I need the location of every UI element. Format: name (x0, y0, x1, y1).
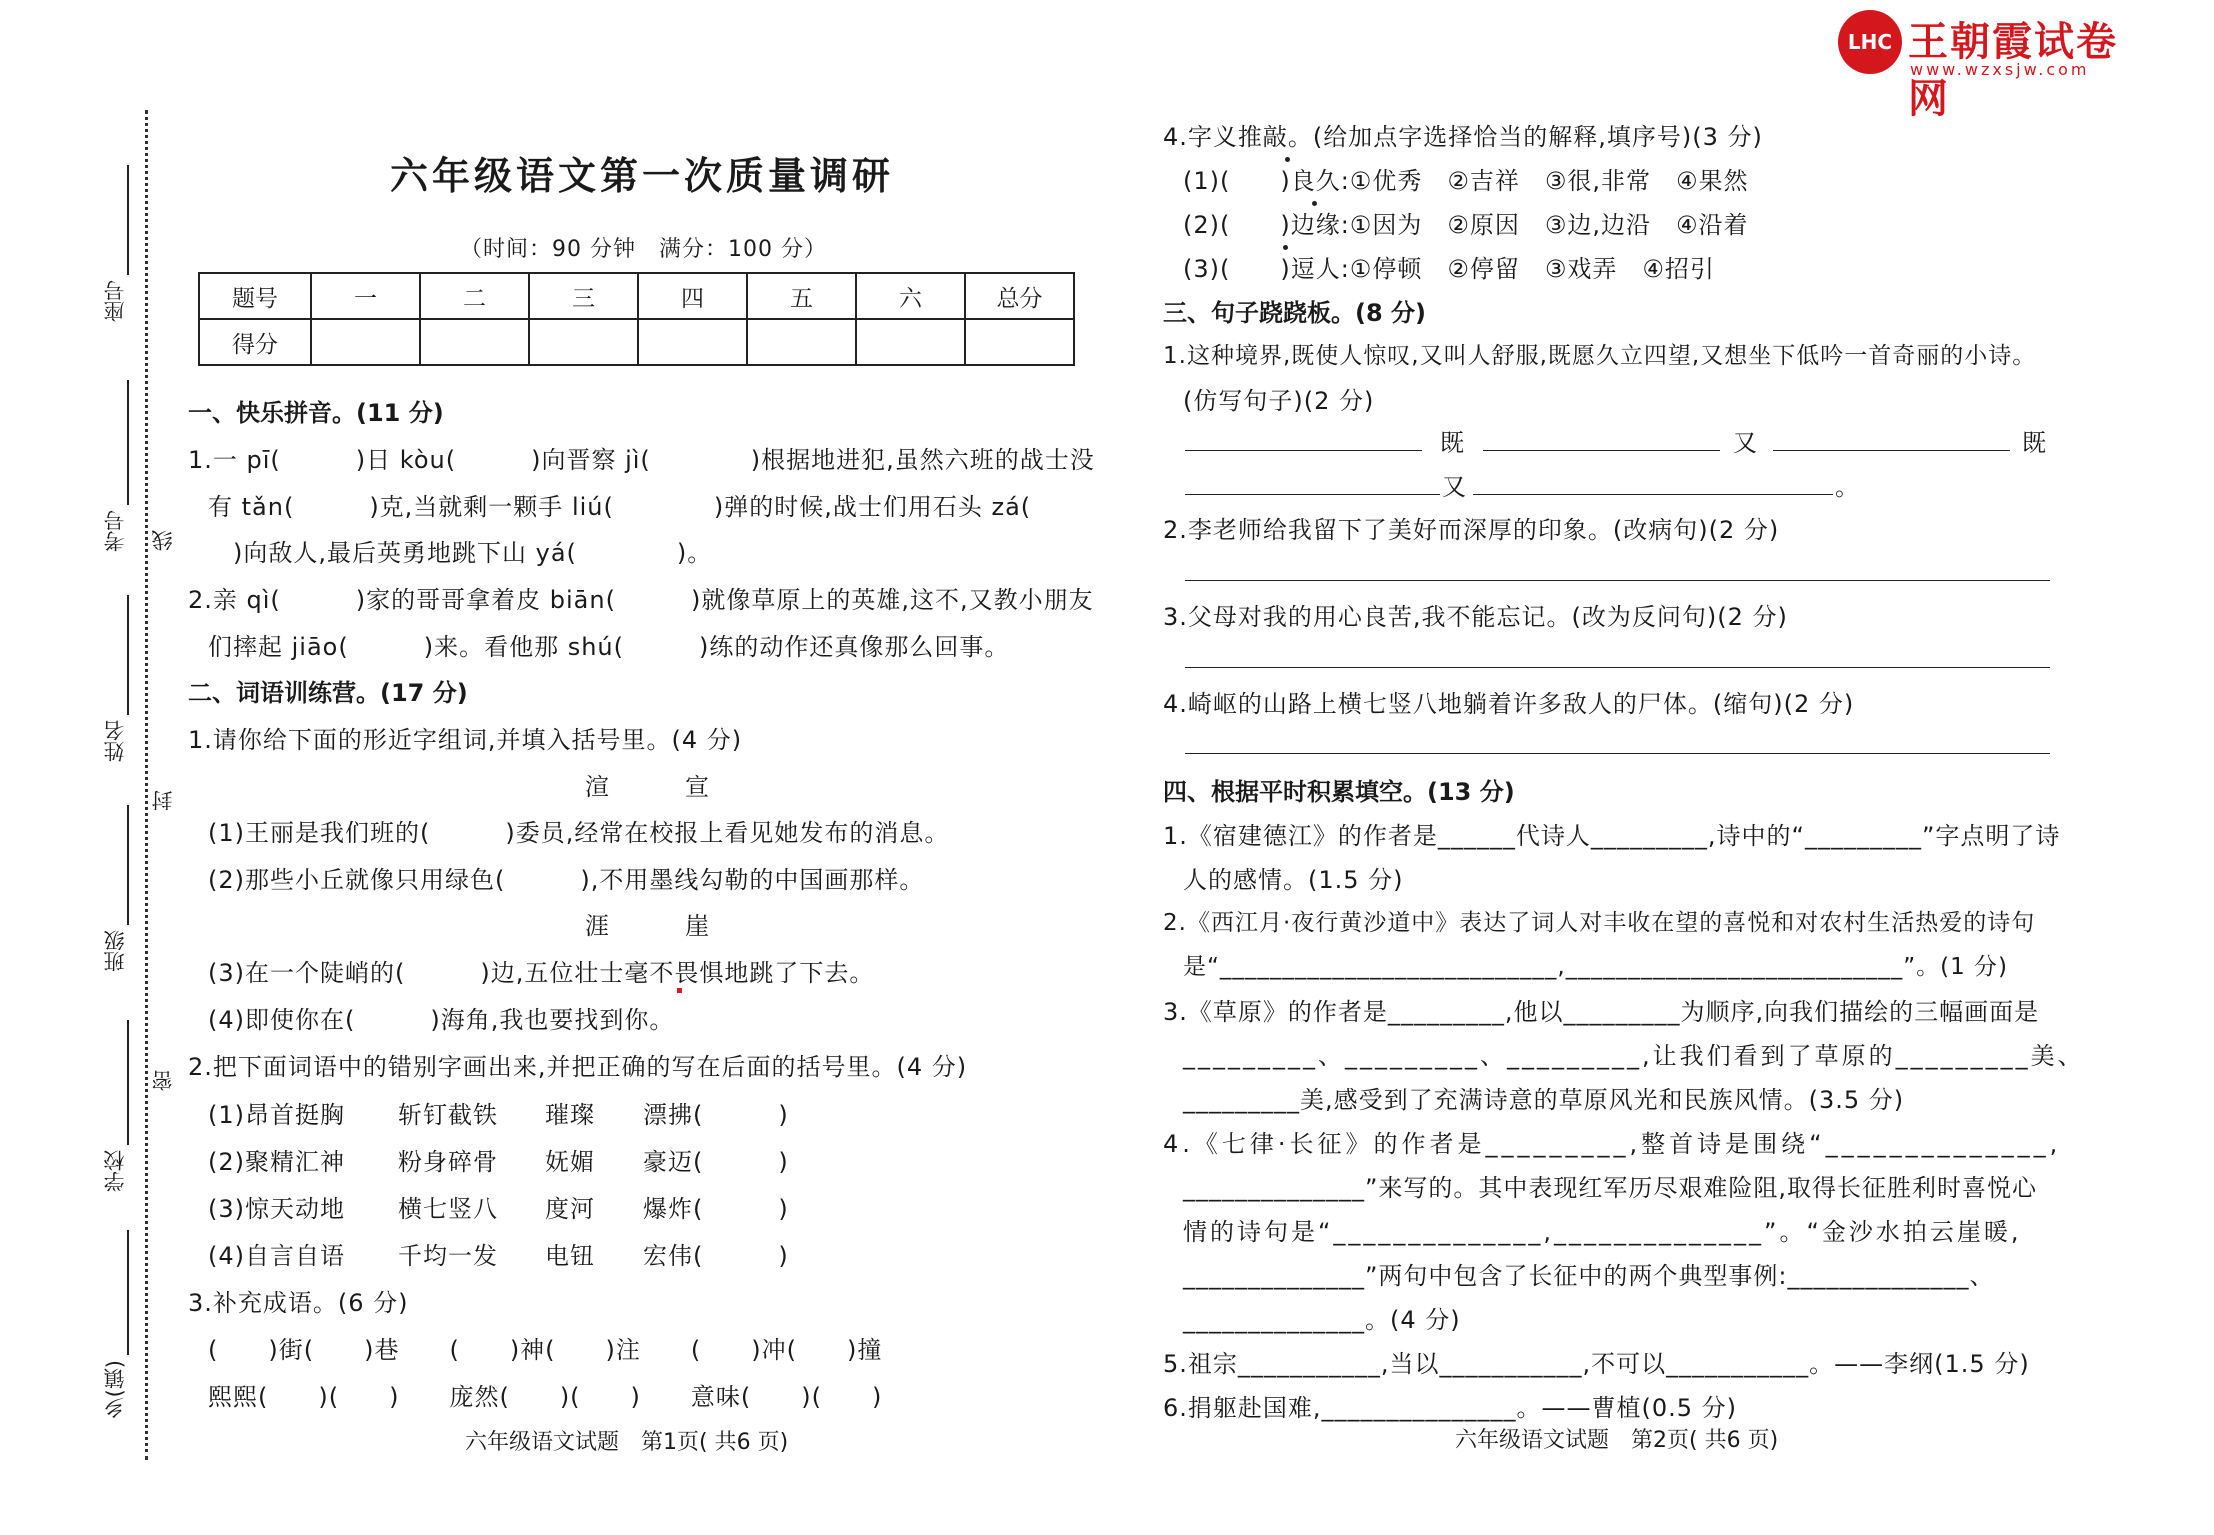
exam-no-line (127, 380, 129, 505)
idiom-line-1: ( )街( )巷 ( )神( )注 ( )冲( )撞 (208, 1336, 883, 1364)
class-label: 班级 (103, 930, 127, 972)
exam-subtitle: （时间：90 分钟 满分：100 分） (460, 237, 827, 262)
question-4-4b: ______________”来写的。其中表现红军历尽艰难险阻,取得长征胜利时喜悦心 (1183, 1174, 2038, 1202)
pinyin-line-1: 1.一 pī( )日 kòu( )向晋察 jì( )根据地进犯,虽然六班的战士没 (188, 446, 1095, 474)
seat-line (127, 165, 129, 275)
answer-line[interactable] (1185, 450, 1422, 451)
exam-no-label: 考号 (103, 510, 127, 552)
question-4-1a: 1.《宿建德江》的作者是______代诗人_________,诗中的“_________”字点明了诗 (1163, 822, 2061, 850)
word-you: 又 (1733, 429, 1758, 457)
emphasis-dot (1312, 201, 1317, 206)
question-3-3: 3.父母对我的用心良苦,我不能忘记。(改为反问句)(2 分) (1163, 603, 1788, 631)
score-input-cell[interactable] (856, 319, 965, 365)
list-item: (4)自言自语 (208, 1242, 345, 1270)
question-2-3: 3.补充成语。(6 分) (188, 1289, 409, 1317)
answer-line[interactable] (1185, 494, 1440, 495)
binding-feng: 封 (151, 790, 175, 811)
name-line (127, 595, 129, 715)
binding-mi: 密 (151, 1070, 175, 1091)
question-2-1-2: (2)那些小丘就像只用绿色( ),不用墨线勾勒的中国画那样。 (208, 866, 925, 894)
table-cell: 二 (420, 273, 529, 319)
site-logo (1838, 10, 2158, 122)
town-line (127, 1230, 129, 1355)
answer-line[interactable] (1185, 580, 2050, 581)
table-cell: 得分 (199, 319, 311, 365)
section-3-heading: 三、句子跷跷板。(8 分) (1163, 299, 1426, 327)
list-item: 千均一发 (398, 1242, 498, 1270)
section-1-heading: 一、快乐拼音。(11 分) (188, 399, 444, 427)
question-3-2: 2.李老师给我留下了美好而深厚的印象。(改病句)(2 分) (1163, 516, 1780, 544)
binding-xian: 线 (151, 530, 175, 551)
pinyin-line-3: )向敌人,最后英勇地跳下山 yá( )。 (233, 539, 713, 567)
question-4-3c: _________美,感受到了充满诗意的草原风光和民族风情。(3.5 分) (1183, 1086, 1905, 1114)
score-input-cell[interactable] (638, 319, 747, 365)
table-cell: 一 (311, 273, 420, 319)
table-cell: 六 (856, 273, 965, 319)
idiom-line-2: 熙熙( )( ) 庞然( )( ) 意味( )( ) (208, 1383, 883, 1411)
class-line (127, 805, 129, 925)
page-footer-1: 六年级语文试题 第1页( 共6 页) (465, 1430, 789, 1455)
emphasis-dot (1285, 157, 1290, 162)
logo-url: www.wzxsjw.com (1910, 60, 2090, 79)
char-pair-1: 渲 宣 (585, 773, 710, 801)
answer-line[interactable] (1773, 450, 2010, 451)
score-input-cell[interactable] (529, 319, 638, 365)
list-item: 度河 (545, 1195, 595, 1223)
emphasis-dot (1283, 245, 1288, 250)
question-3-1: 1.这种境界,既使人惊叹,又叫人舒服,既愿久立四望,又想坐下低吟一首奇丽的小诗。 (1163, 343, 2037, 369)
question-2-4-3: (3)( )逗人:①停顿 ②停留 ③戏弄 ④招引 (1183, 255, 1715, 283)
list-item: (2)聚精汇神 (208, 1148, 345, 1176)
logo-name: 王朝霞试卷网 (1908, 19, 2118, 122)
question-3-1-note: (仿写句子)(2 分) (1183, 387, 1375, 415)
question-4-3b: _________、_________、_________,让我们看到了草原的_________美、 (1183, 1042, 2085, 1070)
question-4-4d: ______________”两句中包含了长征中的两个典型事例:______________、 (1183, 1262, 1995, 1290)
logo-badge-icon: LHC (1838, 10, 1902, 74)
question-4-2b: 是“___________________________,___________________________”。(1 分) (1183, 954, 2009, 980)
question-4-5: 5.祖宗___________,当以___________,不可以___________。——李纲(1.5 分) (1163, 1350, 2030, 1378)
question-2-1-3: (3)在一个陡峭的( )边,五位壮士毫不畏惧地跳了下去。 (208, 959, 875, 987)
char-pair-2: 涯 崖 (585, 912, 710, 940)
list-item: 粉身碎骨 (398, 1148, 498, 1176)
table-cell: 五 (747, 273, 856, 319)
score-table-row (199, 273, 1074, 319)
town-label: 乡(镇) (103, 1360, 127, 1419)
question-4-4e: ______________。(4 分) (1183, 1306, 1461, 1334)
score-input-cell[interactable] (965, 319, 1074, 365)
answer-line[interactable] (1185, 753, 2050, 754)
question-2-4: 4.字义推敲。(给加点字选择恰当的解释,填序号)(3 分) (1163, 123, 1763, 151)
question-3-4: 4.崎岖的山路上横七竖八地躺着许多敌人的尸体。(缩句)(2 分) (1163, 690, 1855, 718)
answer-line[interactable] (1473, 494, 1833, 495)
question-2-2: 2.把下面词语中的错别字画出来,并把正确的写在后面的括号里。(4 分) (188, 1053, 968, 1081)
answer-line[interactable] (1185, 667, 2050, 668)
table-cell: 题号 (199, 273, 311, 319)
question-4-6: 6.捐躯赴国难,_______________。——曹植(0.5 分) (1163, 1394, 1738, 1422)
table-cell: 三 (529, 273, 638, 319)
question-4-3a: 3.《草原》的作者是_________,他以_________为顺序,向我们描绘的三幅画面是 (1163, 998, 2040, 1026)
school-label: 学校 (103, 1150, 127, 1192)
list-item: 斩钉截铁 (398, 1101, 498, 1129)
list-item: (3)惊天动地 (208, 1195, 345, 1223)
word-ji-2: 既 (2022, 429, 2047, 457)
word-you-2: 又 (1442, 473, 1467, 501)
pinyin-line-4: 2.亲 qì( )家的哥哥拿着皮 biān( )就像草原上的英雄,这不,又教小朋友 (188, 586, 1094, 614)
list-item: 宏伟( ) (643, 1242, 789, 1270)
school-line (127, 1020, 129, 1145)
question-2-1-4: (4)即使你在( )海角,我也要找到你。 (208, 1006, 675, 1034)
red-mark (677, 988, 682, 993)
list-item: 豪迈( ) (643, 1148, 789, 1176)
section-4-heading: 四、根据平时积累填空。(13 分) (1163, 778, 1515, 806)
score-input-cell[interactable] (420, 319, 529, 365)
list-item: 妩媚 (545, 1148, 595, 1176)
score-table-row (199, 319, 1074, 365)
list-item: (1)昂首挺胸 (208, 1101, 345, 1129)
section-2-heading: 二、词语训练营。(17 分) (188, 679, 468, 707)
table-cell: 总分 (965, 273, 1074, 319)
pinyin-line-5: 们摔起 jiāo( )来。看他那 shú( )练的动作还真像那么回事。 (208, 633, 1010, 661)
page-footer-2: 六年级语文试题 第2页( 共6 页) (1455, 1428, 1779, 1453)
list-item: 横七竖八 (398, 1195, 498, 1223)
question-2-1: 1.请你给下面的形近字组词,并填入括号里。(4 分) (188, 726, 743, 754)
list-item: 璀璨 (545, 1101, 595, 1129)
binding-dotted-line (145, 110, 148, 1460)
list-item: 漂拂( ) (643, 1101, 789, 1129)
sentence-end: 。 (1835, 473, 1860, 501)
score-input-cell[interactable] (747, 319, 856, 365)
score-table (198, 272, 1075, 366)
seat-label: 座号 (103, 280, 127, 322)
question-4-1b: 人的感情。(1.5 分) (1183, 866, 1404, 894)
question-4-4a: 4.《七律·长征》的作者是_________,整首诗是围绕“______________, (1163, 1130, 2062, 1158)
pinyin-line-2: 有 tǎn( )克,当就剩一颗手 liú( )弹的时候,战士们用石头 zá( (208, 493, 1032, 521)
question-2-4-1: (1)( )良久:①优秀 ②吉祥 ③很,非常 ④果然 (1183, 167, 1749, 195)
word-ji: 既 (1440, 429, 1465, 457)
table-cell: 四 (638, 273, 747, 319)
question-4-4c: 情的诗句是“______________,______________”。“金沙水拍云崖暖, (1183, 1218, 2022, 1246)
question-4-2a: 2.《西江月·夜行黄沙道中》表达了词人对丰收在望的喜悦和对农村生活热爱的诗句 (1163, 910, 2036, 936)
question-2-4-2: (2)( )边缘:①因为 ②原因 ③边,边沿 ④沿着 (1183, 211, 1749, 239)
list-item: 电钮 (545, 1242, 595, 1270)
question-2-1-1: (1)王丽是我们班的( )委员,经常在校报上看见她发布的消息。 (208, 819, 950, 847)
name-label: 姓名 (103, 720, 127, 762)
list-item: 爆炸( ) (643, 1195, 789, 1223)
score-input-cell[interactable] (311, 319, 420, 365)
answer-line[interactable] (1483, 450, 1720, 451)
page-title: 六年级语文第一次质量调研 (390, 153, 895, 198)
